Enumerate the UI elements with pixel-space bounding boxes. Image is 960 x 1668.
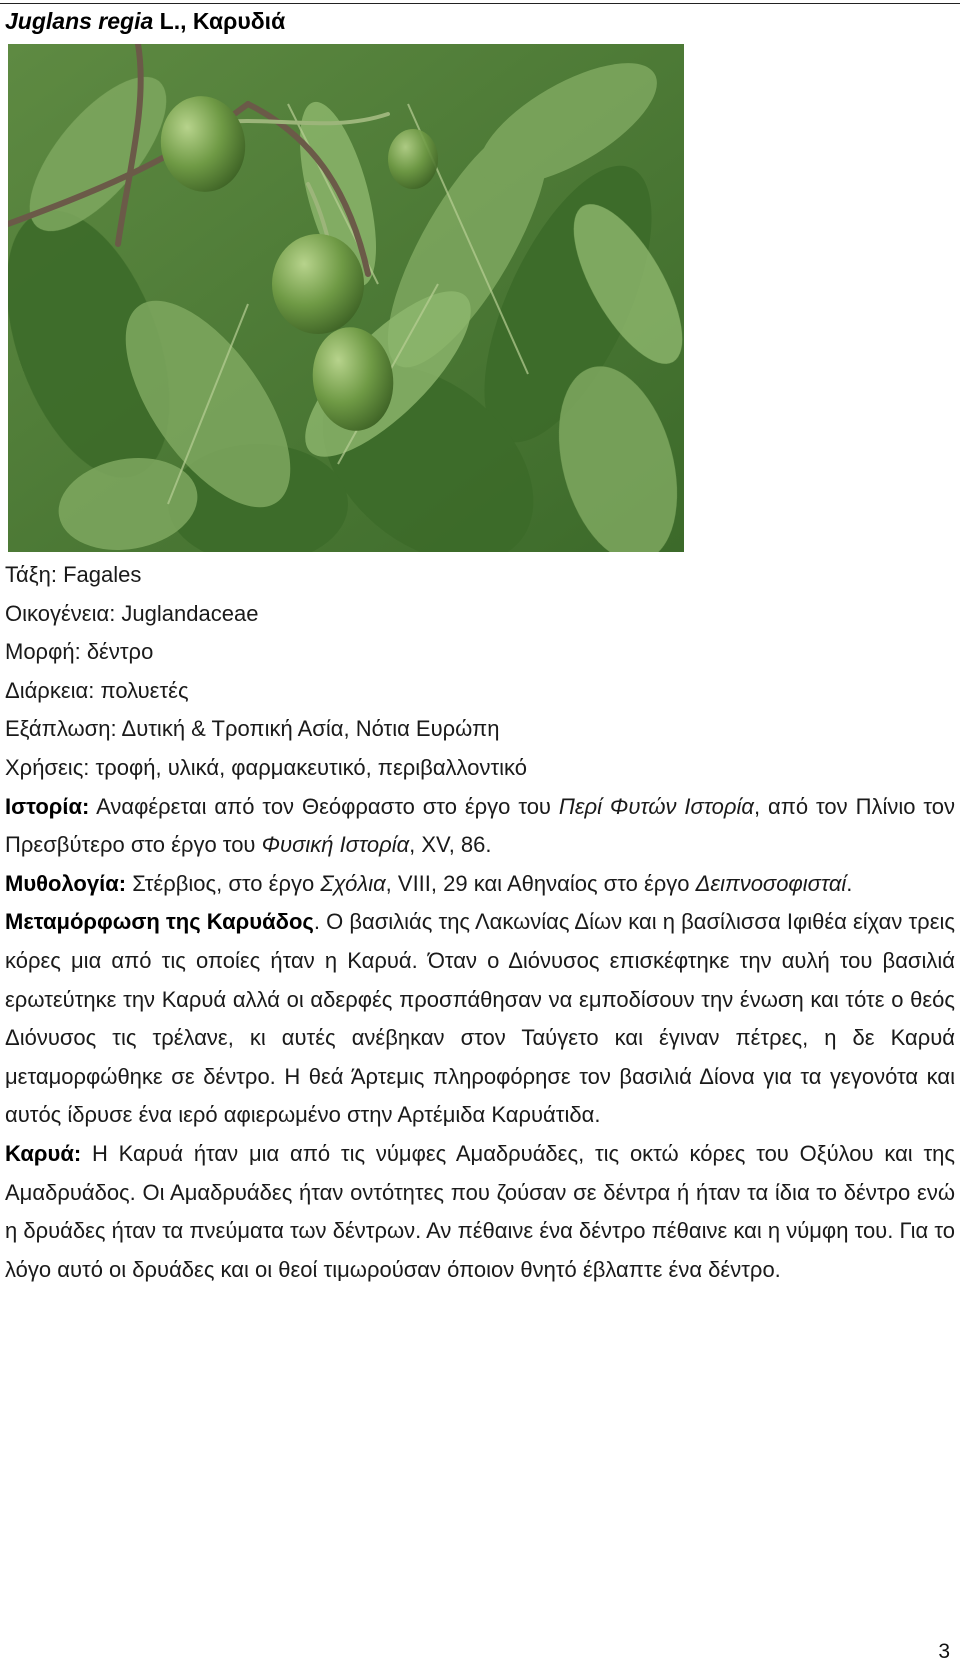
page-title: [5, 6, 285, 36]
karya-paragraph: Καρυά: Η Καρυά ήταν μια από τις νύμφες Αμαδρυάδες, τις οκτώ κόρες του Οξύλου και της Αμαδρυάδος. Οι Αμαδρυάδες ήταν οντότητες που ζούσαν σε δέντρα ή ήταν τα ίδια το δέντρο ενώ η δρυάδες ήταν τα πνεύματα των δέντρων. Αν πέθαινε ένα δέντρο πέθαινε και η νύμφη του. Για το λόγο αυτό οι δρυάδες και οι θεοί τιμωρούσαν όποιον θνητό έβλαπτε ένα δέντρο.: [5, 1140, 955, 1282]
page-number: 3: [938, 1640, 950, 1663]
work-title: Φυσική Ιστορία: [261, 832, 410, 858]
fact-family: Οικογένεια: Juglandaceae: [5, 600, 259, 626]
species-name: Juglans regia: [5, 8, 154, 34]
common-name: L., Καρυδιά: [153, 8, 286, 34]
top-rule: [0, 3, 960, 4]
mythology-label: Μυθολογία:: [5, 870, 127, 896]
history-paragraph: Ιστορία: Αναφέρεται από τον Θεόφραστο στο έργο του Περί Φυτών Ιστορία, από τον Πλίνιο τον Πρεσβύτερο στο έργο του Φυσική Ιστορία, XV, 86.: [5, 793, 955, 858]
mythology-paragraph: Μυθολογία: Στέρβιος, στο έργο Σχόλια, VIII, 29 και Αθηναίος στο έργο Δειπνοσοφισταί.: [5, 870, 853, 896]
fact-uses: Χρήσεις: τροφή, υλικά, φαρμακευτικό, περιβαλλοντικό: [5, 754, 528, 780]
history-label: Ιστορία:: [5, 793, 90, 819]
work-title: Δειπνοσοφισταί: [695, 870, 847, 896]
fact-order: Τάξη: Fagales: [5, 562, 142, 587]
walnut-tree-photo-icon: [8, 44, 684, 552]
walnut-photo: [8, 44, 684, 552]
fact-distribution: Εξάπλωση: Δυτική & Τροπική Ασία, Νότια Ευρώπη: [5, 716, 500, 742]
metamorphosis-label: Μεταμόρφωση της Καρυάδος: [5, 909, 314, 935]
species-description: [5, 556, 955, 1289]
fact-form: Μορφή: δέντρο: [5, 639, 154, 665]
metamorphosis-paragraph: Μεταμόρφωση της Καρυάδος. Ο βασιλιάς της Λακωνίας Δίων και η βασίλισσα Ιφιθέα είχαν τρεις κόρες μια από τις οποίες ήταν η Καρυά. Όταν ο Διόνυσος επισκέφτηκε την αυλή του βασιλιά ερωτεύτηκε την Καρυά αλλά οι αδερφές προσπάθησαν να εμποδίσουν την ένωση και τότε ο θεός Διόνυσος τις τρέλανε, κι αυτές ανέβηκαν στον Ταύγετο και έγιναν πέτρες, η δε Καρυά μεταμορφώθηκε σε δέντρο. Η θεά Άρτεμις πληροφόρησε τον βασιλιά Δίονα για τα γεγονότα και αυτός ίδρυσε ένα ιερό αφιερωμένο στην Αρτέμιδα Καρυάτιδα.: [5, 909, 955, 1128]
work-title: Περί Φυτών Ιστορία: [558, 793, 754, 819]
karya-label: Καρυά:: [5, 1140, 82, 1166]
fact-duration: Διάρκεια: πολυετές: [5, 677, 189, 703]
work-title: Σχόλια: [320, 870, 386, 896]
